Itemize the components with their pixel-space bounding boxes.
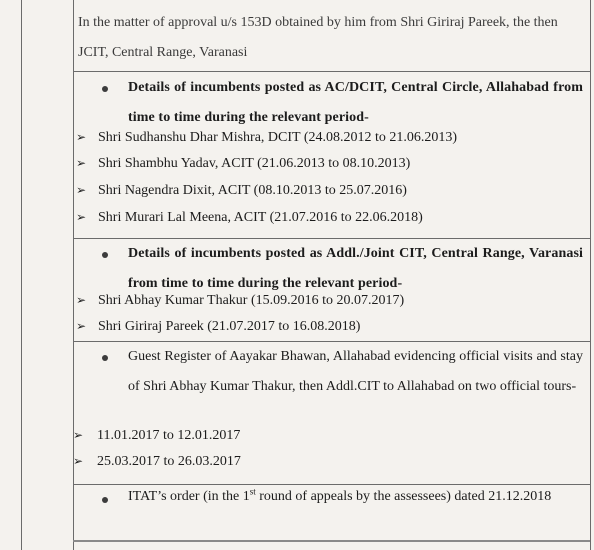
section-addl-jcit-heading: Details of incumbents posted as Addl./Joint CIT, Central Range, Varanasi from time to time during the relevant period- [128,246,583,291]
intro-paragraph: In the matter of approval u/s 153D obtained by him from Shri Giriraj Pareek, the then JCIT, Central Range, Varanasi [78,15,558,60]
row-divider-1 [73,71,590,72]
row-divider-4 [73,484,590,485]
itat-order-text: ITAT’s order (in the 1st round of appeals by the assessees) dated 21.12.2018 [128,486,552,504]
incumbent-item: ➢ Shri Nagendra Dixit, ACIT (08.10.2013 to 25.07.2016) [76,178,407,203]
arrow-bullet-icon: ➢ [76,319,87,333]
arrow-bullet-icon: ➢ [76,130,87,144]
table-border-right [590,0,591,550]
bullet-icon [102,252,108,258]
table-border-left [21,0,22,550]
bullet-icon [102,86,108,92]
arrow-bullet-icon: ➢ [76,183,87,197]
arrow-bullet-icon: ➢ [73,454,84,468]
arrow-bullet-icon: ➢ [73,428,84,442]
row-divider-bottom [73,540,590,542]
section-ac-dcit-heading: Details of incumbents posted as AC/DCIT, Central Circle, Allahabad from time to time during the relevant period- [128,80,583,125]
arrow-bullet-icon: ➢ [76,156,87,170]
incumbent-item: ➢ Shri Shambhu Yadav, ACIT (21.06.2013 to 08.10.2013) [76,151,410,176]
arrow-bullet-icon: ➢ [76,210,87,224]
tour-date-item: ➢ 25.03.2017 to 26.03.2017 [73,449,241,474]
bullet-icon [102,355,108,361]
incumbent-item: ➢ Shri Abhay Kumar Thakur (15.09.2016 to 20.07.2017) [76,288,404,313]
tour-date-item: ➢ 11.01.2017 to 12.01.2017 [73,423,240,448]
incumbent-item: ➢ Shri Sudhanshu Dhar Mishra, DCIT (24.08.2012 to 21.06.2013) [76,125,457,150]
incumbent-item: ➢ Shri Giriraj Pareek (21.07.2017 to 16.08.2018) [76,314,360,339]
arrow-bullet-icon: ➢ [76,293,87,307]
incumbent-item: ➢ Shri Murari Lal Meena, ACIT (21.07.2016 to 22.06.2018) [76,205,423,230]
bullet-icon [102,497,108,503]
guest-register-text: Guest Register of Aayakar Bhawan, Allahabad evidencing official visits and stay of Shri Abhay Kumar Thakur, then Addl.CIT to Allahabad on two official tours- [128,349,583,394]
